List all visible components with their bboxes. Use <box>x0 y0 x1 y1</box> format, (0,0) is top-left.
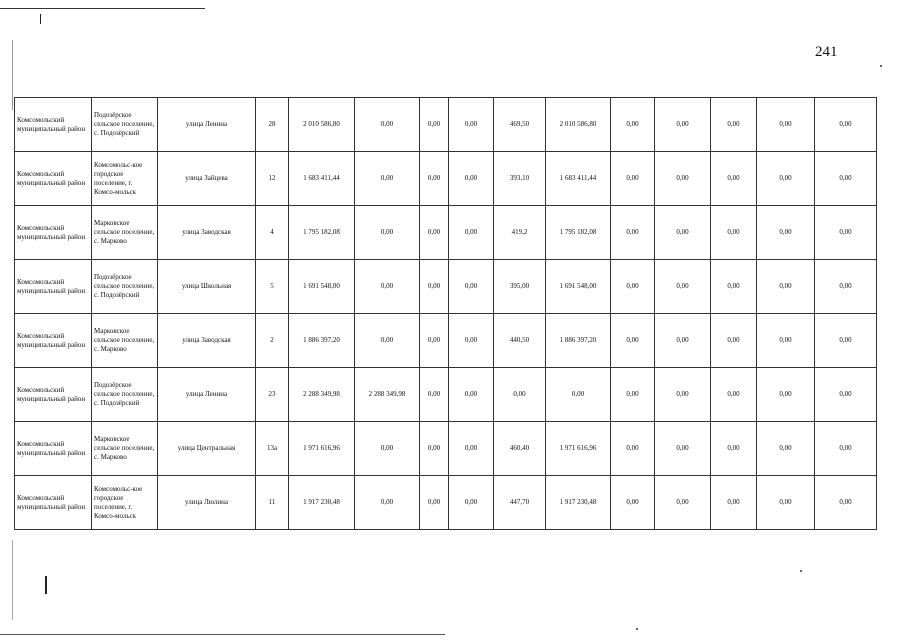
table-row <box>15 476 877 530</box>
district-cell: Комсомольский муниципальный район <box>15 98 92 152</box>
value-cell: 0,00 <box>355 476 420 530</box>
settlement-cell: Подозёрское сельское поселение, с. Подозёрский <box>92 98 158 152</box>
total-cost-cell: 2 010 586,80 <box>289 98 355 152</box>
area-cell: 395,00 <box>494 260 546 314</box>
scan-mark <box>12 540 13 620</box>
value-cell: 0,00 <box>815 422 877 476</box>
total-cost-cell: 1 917 230,48 <box>289 476 355 530</box>
house-number-cell: 13а <box>256 422 289 476</box>
total-cost-cell: 1 683 411,44 <box>289 152 355 206</box>
value-cell: 0,00 <box>611 422 655 476</box>
value-cell: 0,00 <box>546 368 611 422</box>
total-cost-cell: 1 971 616,96 <box>289 422 355 476</box>
settlement-cell: Марковское сельское поселение, с. Марково <box>92 206 158 260</box>
table-row <box>15 368 877 422</box>
top-rule <box>0 8 205 9</box>
scan-dot <box>880 65 882 67</box>
value-cell: 1 691 548,00 <box>546 260 611 314</box>
district-cell: Комсомольский муниципальный район <box>15 314 92 368</box>
value-cell: 0,00 <box>420 206 449 260</box>
table-row <box>15 314 877 368</box>
scan-dot <box>636 628 638 630</box>
data-table <box>14 97 877 530</box>
value-cell: 0,00 <box>757 368 815 422</box>
value-cell: 2 288 349,98 <box>355 368 420 422</box>
value-cell: 0,00 <box>420 476 449 530</box>
total-cost-cell: 1 691 548,00 <box>289 260 355 314</box>
value-cell: 0,00 <box>757 476 815 530</box>
value-cell: 0,00 <box>355 152 420 206</box>
area-cell: 460,40 <box>494 422 546 476</box>
value-cell: 0,00 <box>611 314 655 368</box>
value-cell: 0,00 <box>655 476 711 530</box>
area-cell: 440,50 <box>494 314 546 368</box>
value-cell: 0,00 <box>757 98 815 152</box>
table-row <box>15 98 877 152</box>
settlement-cell: Комсомольс-кое городское поселение, г. Комсо-мольск <box>92 476 158 530</box>
value-cell: 0,00 <box>420 314 449 368</box>
value-cell: 0,00 <box>757 422 815 476</box>
scan-mark <box>12 40 13 110</box>
value-cell: 0,00 <box>611 368 655 422</box>
value-cell: 0,00 <box>711 314 757 368</box>
house-number-cell: 28 <box>256 98 289 152</box>
area-cell: 393,10 <box>494 152 546 206</box>
value-cell: 0,00 <box>815 152 877 206</box>
value-cell: 0,00 <box>355 422 420 476</box>
area-cell: 447,70 <box>494 476 546 530</box>
value-cell: 0,00 <box>355 206 420 260</box>
value-cell: 0,00 <box>611 476 655 530</box>
value-cell: 0,00 <box>711 422 757 476</box>
value-cell: 0,00 <box>655 152 711 206</box>
scan-mark <box>45 576 47 594</box>
value-cell: 0,00 <box>815 314 877 368</box>
value-cell: 0,00 <box>815 368 877 422</box>
value-cell: 0,00 <box>611 206 655 260</box>
street-cell: улица Зайцева <box>158 152 256 206</box>
value-cell: 1 683 411,44 <box>546 152 611 206</box>
table-row <box>15 152 877 206</box>
street-cell: улица Школьная <box>158 260 256 314</box>
table-row <box>15 422 877 476</box>
value-cell: 0,00 <box>420 260 449 314</box>
value-cell: 0,00 <box>711 368 757 422</box>
value-cell: 0,00 <box>449 206 494 260</box>
house-number-cell: 2 <box>256 314 289 368</box>
settlement-cell: Подозёрское сельское поселение, с. Подозёрский <box>92 368 158 422</box>
street-cell: улица Люлина <box>158 476 256 530</box>
value-cell: 0,00 <box>611 260 655 314</box>
value-cell: 1 917 230,48 <box>546 476 611 530</box>
settlement-cell: Подозёрское сельское поселение, с. Подозёрский <box>92 260 158 314</box>
value-cell: 0,00 <box>611 152 655 206</box>
house-number-cell: 5 <box>256 260 289 314</box>
area-cell: 419,2 <box>494 206 546 260</box>
settlement-cell: Марковское сельское поселение, с. Марково <box>92 314 158 368</box>
value-cell: 0,00 <box>449 368 494 422</box>
value-cell: 2 010 586,80 <box>546 98 611 152</box>
value-cell: 0,00 <box>815 206 877 260</box>
value-cell: 0,00 <box>711 152 757 206</box>
value-cell: 0,00 <box>655 260 711 314</box>
table-row <box>15 260 877 314</box>
value-cell: 0,00 <box>355 314 420 368</box>
value-cell: 0,00 <box>449 314 494 368</box>
value-cell: 1 795 182,08 <box>546 206 611 260</box>
total-cost-cell: 2 288 349,98 <box>289 368 355 422</box>
value-cell: 0,00 <box>655 206 711 260</box>
street-cell: улица Ленина <box>158 368 256 422</box>
value-cell: 0,00 <box>655 422 711 476</box>
street-cell: улица Ленина <box>158 98 256 152</box>
house-number-cell: 23 <box>256 368 289 422</box>
street-cell: улица Заводская <box>158 314 256 368</box>
value-cell: 0,00 <box>611 98 655 152</box>
total-cost-cell: 1 886 397,20 <box>289 314 355 368</box>
scan-dot <box>800 570 802 572</box>
value-cell: 0,00 <box>757 314 815 368</box>
value-cell: 0,00 <box>757 206 815 260</box>
district-cell: Комсомольский муниципальный район <box>15 368 92 422</box>
scan-mark <box>40 14 41 24</box>
value-cell: 0,00 <box>655 368 711 422</box>
value-cell: 0,00 <box>420 152 449 206</box>
value-cell: 0,00 <box>711 260 757 314</box>
street-cell: улица Заводская <box>158 206 256 260</box>
value-cell: 0,00 <box>449 260 494 314</box>
value-cell: 0,00 <box>757 260 815 314</box>
district-cell: Комсомольский муниципальный район <box>15 152 92 206</box>
house-number-cell: 4 <box>256 206 289 260</box>
value-cell: 0,00 <box>711 98 757 152</box>
house-number-cell: 12 <box>256 152 289 206</box>
value-cell: 0,00 <box>449 476 494 530</box>
value-cell: 0,00 <box>420 98 449 152</box>
area-cell: 0,00 <box>494 368 546 422</box>
value-cell: 0,00 <box>420 422 449 476</box>
district-cell: Комсомольский муниципальный район <box>15 476 92 530</box>
value-cell: 0,00 <box>420 368 449 422</box>
value-cell: 0,00 <box>355 260 420 314</box>
page-number: 241 <box>815 44 838 60</box>
bottom-rule <box>0 634 445 635</box>
value-cell: 0,00 <box>655 98 711 152</box>
value-cell: 0,00 <box>449 422 494 476</box>
value-cell: 0,00 <box>655 314 711 368</box>
area-cell: 469,50 <box>494 98 546 152</box>
value-cell: 0,00 <box>815 476 877 530</box>
settlement-cell: Марковское сельское поселение, с. Марково <box>92 422 158 476</box>
value-cell: 0,00 <box>355 98 420 152</box>
district-cell: Комсомольский муниципальный район <box>15 206 92 260</box>
value-cell: 0,00 <box>815 98 877 152</box>
value-cell: 0,00 <box>449 98 494 152</box>
street-cell: улица Центральная <box>158 422 256 476</box>
total-cost-cell: 1 795 182,08 <box>289 206 355 260</box>
district-cell: Комсомольский муниципальный район <box>15 260 92 314</box>
settlement-cell: Комсомольс-кое городское поселение, г. Комсо-мольск <box>92 152 158 206</box>
value-cell: 0,00 <box>757 152 815 206</box>
value-cell: 1 971 616,96 <box>546 422 611 476</box>
value-cell: 0,00 <box>711 206 757 260</box>
table-row <box>15 206 877 260</box>
value-cell: 1 886 397,20 <box>546 314 611 368</box>
table-body <box>15 98 877 530</box>
district-cell: Комсомольский муниципальный район <box>15 422 92 476</box>
value-cell: 0,00 <box>815 260 877 314</box>
value-cell: 0,00 <box>449 152 494 206</box>
value-cell: 0,00 <box>711 476 757 530</box>
house-number-cell: 11 <box>256 476 289 530</box>
